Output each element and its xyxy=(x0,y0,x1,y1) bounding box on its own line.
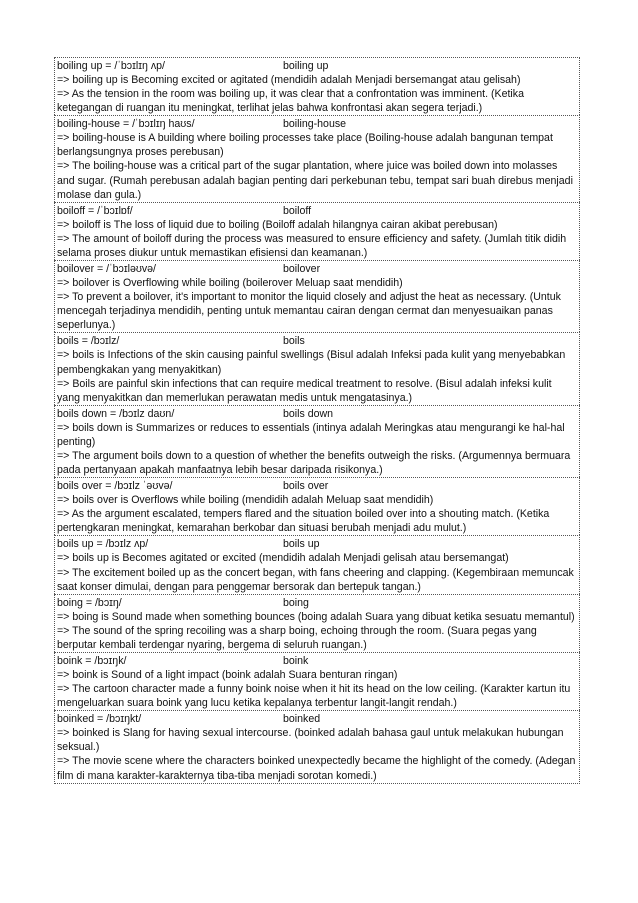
definition: => boinked is Slang for having sexual intercourse. (boinked adalah bahasa gaul untuk melakukan hubungan seksual.) xyxy=(57,727,564,754)
pronunciation: boils over = /bɔɪlz ˈəʊvə/ xyxy=(57,480,173,493)
entry-heading xyxy=(57,537,577,551)
definition: => boing is Sound made when something bounces (boing adalah Suara yang dibuat ketika sesuatu memantul) xyxy=(57,610,575,623)
pronunciation: boilover = /ˈbɔɪləʊvə/ xyxy=(57,263,157,276)
example: => As the tension in the room was boiling up, it was clear that a confrontation was imminent. (Ketika ketegangan di ruangan itu meningkat, terlihat jelas bahwa konfrontasi akan segera terjadi.) xyxy=(57,88,524,115)
headword: boiling up xyxy=(283,60,329,72)
example: => The sound of the spring recoiling was a sharp boing, echoing through the room. (Suara pegas yang berputar kembali terdengar nyaring, bergema di seluruh ruangan.) xyxy=(57,624,537,651)
headword: boils down xyxy=(283,407,334,420)
entry-boils-over xyxy=(54,477,580,535)
pronunciation: boing = /bɔɪŋ/ xyxy=(57,596,122,609)
pronunciation: boils down = /bɔɪlz daʊn/ xyxy=(57,407,175,420)
entry-boilover xyxy=(54,260,580,332)
definition: => boils down is Summarizes or reduces to essentials (intinya adalah Meringkas atau mengurangi ke hal-hal penting) xyxy=(57,421,565,448)
pronunciation: boiling up = /ˈbɔɪlɪŋ ʌp/ xyxy=(57,60,165,72)
pronunciation: boils = /bɔɪlz/ xyxy=(57,335,120,348)
definition: => boils up is Becomes agitated or excited (mendidih adalah Menjadi gelisah atau bersemangat) xyxy=(57,552,509,565)
definition: => boiloff is The loss of liquid due to boiling (Boiloff adalah hilangnya cairan akibat perebusan) xyxy=(57,218,498,231)
headword: boils up xyxy=(283,538,320,551)
entry-boink xyxy=(54,652,580,710)
dictionary-page xyxy=(54,57,580,784)
entry-heading xyxy=(57,334,577,348)
definition: => boils over is Overflows while boiling (mendidih adalah Meluap saat mendidih) xyxy=(57,494,434,507)
example: => The argument boils down to a question of whether the benefits outweigh the risks. (Argumennya bermuara pada pertanyaan apakah manfaatnya lebih besar daripada risikonya.) xyxy=(57,449,571,477)
entry-boiling-up xyxy=(54,57,580,115)
pronunciation: boiling-house = /ˈbɔɪlɪŋ haʊs/ xyxy=(57,118,195,131)
entry-boiloff xyxy=(54,202,580,260)
entry-boils xyxy=(54,332,580,404)
entry-heading xyxy=(57,262,577,276)
example: => The movie scene where the characters boinked unexpectedly became the highlight of the comedy. (Adegan film di mana karakter-karakternya tiba-tiba menjadi sorotan komedi.) xyxy=(57,755,576,782)
example: => The boiling-house was a critical part of the sugar plantation, where juice was boiled down into molasses and sugar. (Rumah perebusan adalah bagian penting dari perkebunan tebu, tempat sari buah direbus menjadi molase dan gula.) xyxy=(57,160,573,201)
entry-boils-up xyxy=(54,535,580,593)
pronunciation: boiloff = /ˈbɔɪlɒf/ xyxy=(57,204,133,217)
definition: => boiling-house is A building where boiling processes take place (Boiling-house adalah bangunan tempat berlangsungnya proses perebusan) xyxy=(57,132,553,159)
entry-heading xyxy=(57,204,577,218)
example: => The amount of boiloff during the process was measured to ensure efficiency and safety. (Jumlah titik didih selama proses diukur untuk memastikan efisiensi dan keamanan.) xyxy=(57,232,567,259)
entry-boils-down xyxy=(54,405,580,477)
headword: boing xyxy=(283,596,309,609)
entry-heading xyxy=(57,712,577,726)
entry-heading xyxy=(57,59,577,73)
pronunciation: boinked = /bɔɪŋkt/ xyxy=(57,713,142,726)
example: => The excitement boiled up as the concert began, with fans cheering and clapping. (Kegembiraan memuncak saat konser dimulai, dengan para penggemar bersorak dan bertepuk tangan.) xyxy=(57,566,574,593)
definition: => boilover is Overflowing while boiling (boilerover Meluap saat mendidih) xyxy=(57,277,403,290)
headword: boilover xyxy=(283,263,321,276)
definition: => boiling up is Becoming excited or agitated (mendidih adalah Menjadi bersemangat atau gelisah) xyxy=(57,74,521,86)
entry-heading xyxy=(57,596,577,610)
entry-boiling-house xyxy=(54,115,580,201)
example: => Boils are painful skin infections that can require medical treatment to resolve. (Bisul adalah infeksi kulit yang menyakitkan dan memerlukan perawatan medis untuk mengatasinya.) xyxy=(57,377,552,404)
pronunciation: boils up = /bɔɪlz ʌp/ xyxy=(57,538,149,551)
entry-heading xyxy=(57,654,577,668)
entry-boing xyxy=(54,594,580,652)
entry-heading xyxy=(57,117,577,131)
example: => The cartoon character made a funny boink noise when it hit its head on the low ceiling. (Karakter kartun itu mengeluarkan suara boink yang lucu ketika kepalanya terbentur langit-langit rendah.) xyxy=(57,683,571,710)
headword: boils xyxy=(283,335,305,348)
example: => To prevent a boilover, it's important to monitor the liquid closely and adjust the heat as necessary. (Untuk mencegah terjadinya mendidih, penting untuk memantau cairan dengan cermat dan menyesuaikan panas seperlunya.) xyxy=(57,291,561,332)
entry-boinked xyxy=(54,710,580,783)
entry-heading xyxy=(57,407,577,421)
example: => As the argument escalated, tempers flared and the situation boiled over into a shouting match. (Ketika pertengkaran meningkat, kemarahan berkobar dan situasi berubah menjadi adu mulut.) xyxy=(57,508,550,535)
definition: => boink is Sound of a light impact (boink adalah Suara benturan ringan) xyxy=(57,669,398,681)
headword: boiling-house xyxy=(283,118,347,131)
pronunciation: boink = /bɔɪŋk/ xyxy=(57,655,127,667)
headword: boiloff xyxy=(283,204,312,217)
headword: boink xyxy=(283,655,309,667)
headword: boinked xyxy=(283,713,321,726)
entry-heading xyxy=(57,479,577,493)
definition: => boils is Infections of the skin causing painful swellings (Bisul adalah Infeksi pada kulit yang menyebabkan pembengkakan yang menyakitkan) xyxy=(57,349,566,376)
headword: boils over xyxy=(283,480,329,493)
